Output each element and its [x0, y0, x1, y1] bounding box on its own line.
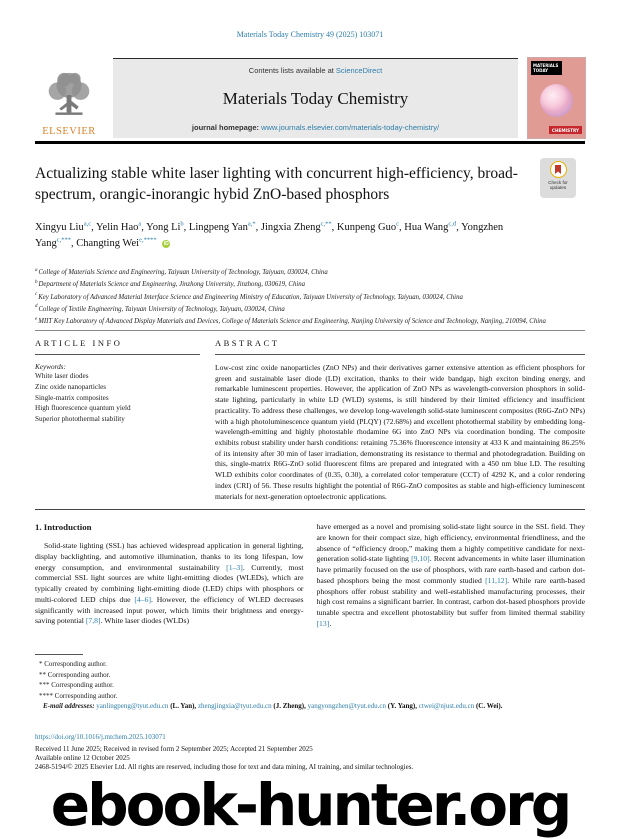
journal-homepage-link[interactable]: www.journals.elsevier.com/materials-today-chemistry/: [261, 123, 440, 132]
article-info-heading: ARTICLE INFO: [35, 338, 200, 355]
author-affiliation-link[interactable]: a,*: [247, 220, 256, 227]
citation-link[interactable]: [13]: [316, 619, 330, 629]
homepage-line: journal homepage: www.journals.elsevier.com/materials-today-chemistry/: [191, 123, 440, 132]
abstract-bottom-divider: [35, 509, 585, 510]
email-entry: ctwei@njust.edu.cn (C. Wei).: [418, 702, 503, 710]
affiliation: $^a$College of Materials Science and Engineering, Taiyuan University of Technology, Taiyuan, 030024, China: [35, 268, 328, 277]
keyword: High fluorescence quantum yield: [35, 404, 131, 413]
keywords-list: [35, 371, 200, 425]
citation-link[interactable]: [11,12]: [485, 575, 508, 585]
cover-artwork: [540, 84, 573, 117]
keyword: Superior photothermal stability: [35, 415, 125, 424]
journal-cover-thumbnail[interactable]: [528, 58, 585, 138]
abstract-heading: ABSTRACT: [215, 338, 585, 355]
copyright-line: 2468-5194/© 2025 Elsevier Ltd. All rights are reserved, including those for text and data mining, AI training, and similar technologies.: [35, 763, 414, 771]
author: Yongzhen Yang$^{c,***}$,: [35, 221, 504, 250]
header-divider-bar: [35, 141, 585, 144]
citation-link[interactable]: [1–3]: [226, 562, 243, 572]
email-link[interactable]: yangyongzhen@tyut.edu.cn: [307, 702, 387, 710]
affiliation: $^c$Key Laboratory of Advanced Material Interface Science and Engineering Ministry of Education, Taiyuan University of Technology, Taiyuan, 030024, China: [35, 292, 463, 301]
article-title: Actualizing stable white laser lighting with concurrent high-efficiency, broad-spectrum, orangic-inorangic hybid ZnO-based phosphors: [35, 165, 518, 204]
email-link[interactable]: yanlingpeng@tyut.edu.cn: [96, 702, 169, 710]
email-link[interactable]: zhengjingxia@tyut.edu.cn: [197, 702, 272, 710]
corresponding-author-note: ** Corresponding author.: [39, 670, 111, 679]
ebook-hunter-watermark: ebook-hunter.org: [50, 771, 570, 839]
author: Hua Wang$^{c,d}$,: [404, 220, 462, 233]
introduction-section: [35, 522, 585, 630]
author: Kunpeng Guo$^c$,: [336, 220, 405, 233]
abstract-text: Low-cost zinc oxide nanoparticles (ZnO NPs) and their derivatives garner extensive attention as efficient phosphors for green and sustainable laser diode (LD) excitation, thanks to their wide bandgap, high exciton binding energy, and remarkable luminescent properties. However, the application of ZnO NPs as wavelength-conversion phosphors in solid-state lighting, particularly in white LD (WLD) systems, is still hindered by their limited efficiency and insufficient practicality. To address these challenges, we develop long-wavelength solid-state luminescent composites (R6G-ZnO NPs) with a high photoluminescence quantum yield (PLQY) (72.68%) and excellent photothermal stability by embedding long-wavelength-emitting and highly photostable rhodamine 6G into ZnO NPs via coordination bonding. The composite exhibits robust stability under harsh conditions: retaining 75.36% fluorescence intensity at 433 K and maintaining 86.25% of its intensity after 30 min of laser irradiation, demonstrating its resistance to thermal and photodegradation. Building on this, single-matrix R6G-ZnO solid fluorescent films are prepared and integrated with a 450 nm blue LD. The resulting WLD exhibits color coordinates of (0.35, 0.30), a correlated color temperature (CCT) of 4292 K, and a color rendering index (CRI) of 56. These results highlight the potential of R6G-ZnO composites as stable and high-efficiency luminescent materials for next-generation optoelectronic applications.: [215, 363, 585, 501]
author-list: [35, 219, 540, 253]
section-heading: 1. Introduction: [35, 522, 92, 532]
article-info-column: [35, 338, 200, 502]
check-for-updates-badge[interactable]: [540, 158, 576, 198]
section-divider: [35, 330, 585, 331]
journal-title: Materials Today Chemistry: [222, 89, 409, 108]
cover-chemistry-label: CHEMISTRY: [549, 126, 582, 134]
affiliation: $^b$Department of Materials Science and Engineering, Jinzhong University, Jinzhong, 030619, China: [35, 280, 306, 289]
journal-banner: [113, 58, 518, 138]
abstract-column: [215, 338, 585, 502]
affiliation: $^d$College of Textile Engineering, Taiyuan University of Technology, Taiyuan, 030024, China: [35, 304, 285, 313]
corresponding-author-notes: [35, 659, 585, 701]
available-online-line: Available online 12 October 2025: [35, 754, 130, 762]
corresponding-author-note: **** Corresponding author.: [39, 691, 118, 700]
citation-link[interactable]: [4–6]: [134, 594, 152, 604]
author-affiliation-link[interactable]: a: [138, 220, 142, 227]
author: Lingpeng Yan$^{a,*}$,: [188, 220, 261, 233]
author: Xingyu Liu$^{a,c}$,: [35, 220, 96, 233]
journal-masthead: [35, 58, 585, 138]
sciencedirect-link[interactable]: ScienceDirect: [335, 66, 383, 75]
body-paragraph-right: have emerged as a novel and promising solid-state light source in the SSL field. They are known for their compact size, high efficiency, environmental friendliness, and the absence of “efficiency droop,” making them a highly competitive candidate for next-generation solid-state lighting [9,10]. Recent advancements in white laser illumination have primarily focused on the use of phosphors, with rare earth-based and carbon dot-based phosphors being the most commonly studied [11,12]. While rare earth-based phosphors offer robust stability and well-established manufacturing processes, their high cost remains a significant barrier. In contrast, carbon dot-based phosphors provide tunable spectra and excellent photostability but suffer from limited thermal stability [13].: [316, 522, 585, 629]
author: Yelin Hao$^a$,: [96, 220, 147, 233]
elsevier-wordmark: ELSEVIER: [42, 126, 96, 137]
author: Yong Li$^b$,: [146, 220, 189, 233]
body-paragraph-left: Solid-state lighting (SSL) has achieved widespread application in general lighting, display backlighting, and automotive illumination, thanks to its long lifespan, low energy consumption, and environmental sustainability [1–3]. Currently, most commercial SSL light sources are white light-emitting diodes (WLEDs), which are typically created by combining light-emitting diode (LED) chips with phosphors or multi-colored LED chips due [4–6]. However, the efficiency of WLED decreases significantly with increased input power, which limits their brightness and energy-saving potential [7,8]. White laser diodes (WLDs): [35, 541, 304, 626]
affiliation: $^e$MIIT Key Laboratory of Advanced Display Materials and Devices, College of Materials Science and Engineering, Nanjing University of Science and Technology, Nanjing, 210094, China: [35, 316, 546, 325]
body-column-right: [317, 522, 586, 630]
check-badge-label: Check for updates: [548, 179, 568, 191]
footnote-divider: [35, 654, 83, 655]
keyword: White laser diodes: [35, 372, 89, 380]
keyword: Zinc oxide nanoparticles: [35, 382, 107, 391]
author-affiliation-link[interactable]: e,****: [139, 236, 157, 244]
author-affiliation-link[interactable]: a,c: [83, 220, 92, 227]
citation-link[interactable]: [9,10]: [411, 554, 430, 564]
body-column-left: [35, 522, 304, 630]
author-affiliation-link[interactable]: c,***: [56, 236, 71, 244]
crossmark-icon: [550, 161, 567, 178]
author: Jingxia Zheng$^{c,**}$,: [260, 220, 337, 233]
elsevier-tree-icon: [40, 68, 98, 126]
corresponding-author-note: * Corresponding author.: [39, 660, 107, 668]
elsevier-logo[interactable]: [35, 58, 103, 138]
email-entry: yangyongzhen@tyut.edu.cn (Y. Yang),: [307, 702, 419, 710]
email-addresses-line: E-mail addresses: yanlingpeng@tyut.edu.cn (L. Yan), zhengjingxia@tyut.edu.cn (J. Zheng), yangyongzhen@tyut.edu.cn (Y. Yang), ctwei@njust.edu.cn (C. Wei).: [43, 702, 503, 710]
keywords-label: Keywords:: [35, 363, 66, 371]
author-affiliation-link[interactable]: c: [396, 220, 399, 227]
email-entry: zhengjingxia@tyut.edu.cn (J. Zheng),: [197, 702, 308, 710]
journal-citation-header[interactable]: Materials Today Chemistry 49 (2025) 103071: [236, 30, 384, 39]
keyword: Single-matrix composites: [35, 393, 109, 402]
author-affiliation-link[interactable]: c,d: [448, 220, 457, 227]
author-affiliation-link[interactable]: b: [180, 220, 184, 227]
email-entry: yanlingpeng@tyut.edu.cn (L. Yan),: [96, 702, 198, 710]
orcid-icon[interactable]: iD: [163, 240, 169, 247]
footnotes-block: [35, 654, 585, 712]
email-link[interactable]: ctwei@njust.edu.cn: [418, 702, 475, 710]
article-info-abstract-block: [35, 338, 585, 502]
citation-link[interactable]: [7,8]: [85, 616, 101, 626]
author-affiliation-link[interactable]: c,**: [320, 220, 332, 227]
contents-line: Contents lists available at ScienceDirect: [248, 66, 383, 75]
received-dates-line: Received 11 June 2025; Received in revised form 2 September 2025; Accepted 21 September 2025: [35, 745, 313, 753]
affiliations-block: [35, 267, 585, 328]
corresponding-author-note: *** Corresponding author.: [39, 681, 114, 689]
doi-link[interactable]: https://doi.org/10.1016/j.mtchem.2025.103071: [35, 733, 166, 741]
author: Changting Wei$^{e,****}$: [76, 236, 157, 250]
cover-brand-label: MATERIALS TODAY: [531, 61, 562, 75]
